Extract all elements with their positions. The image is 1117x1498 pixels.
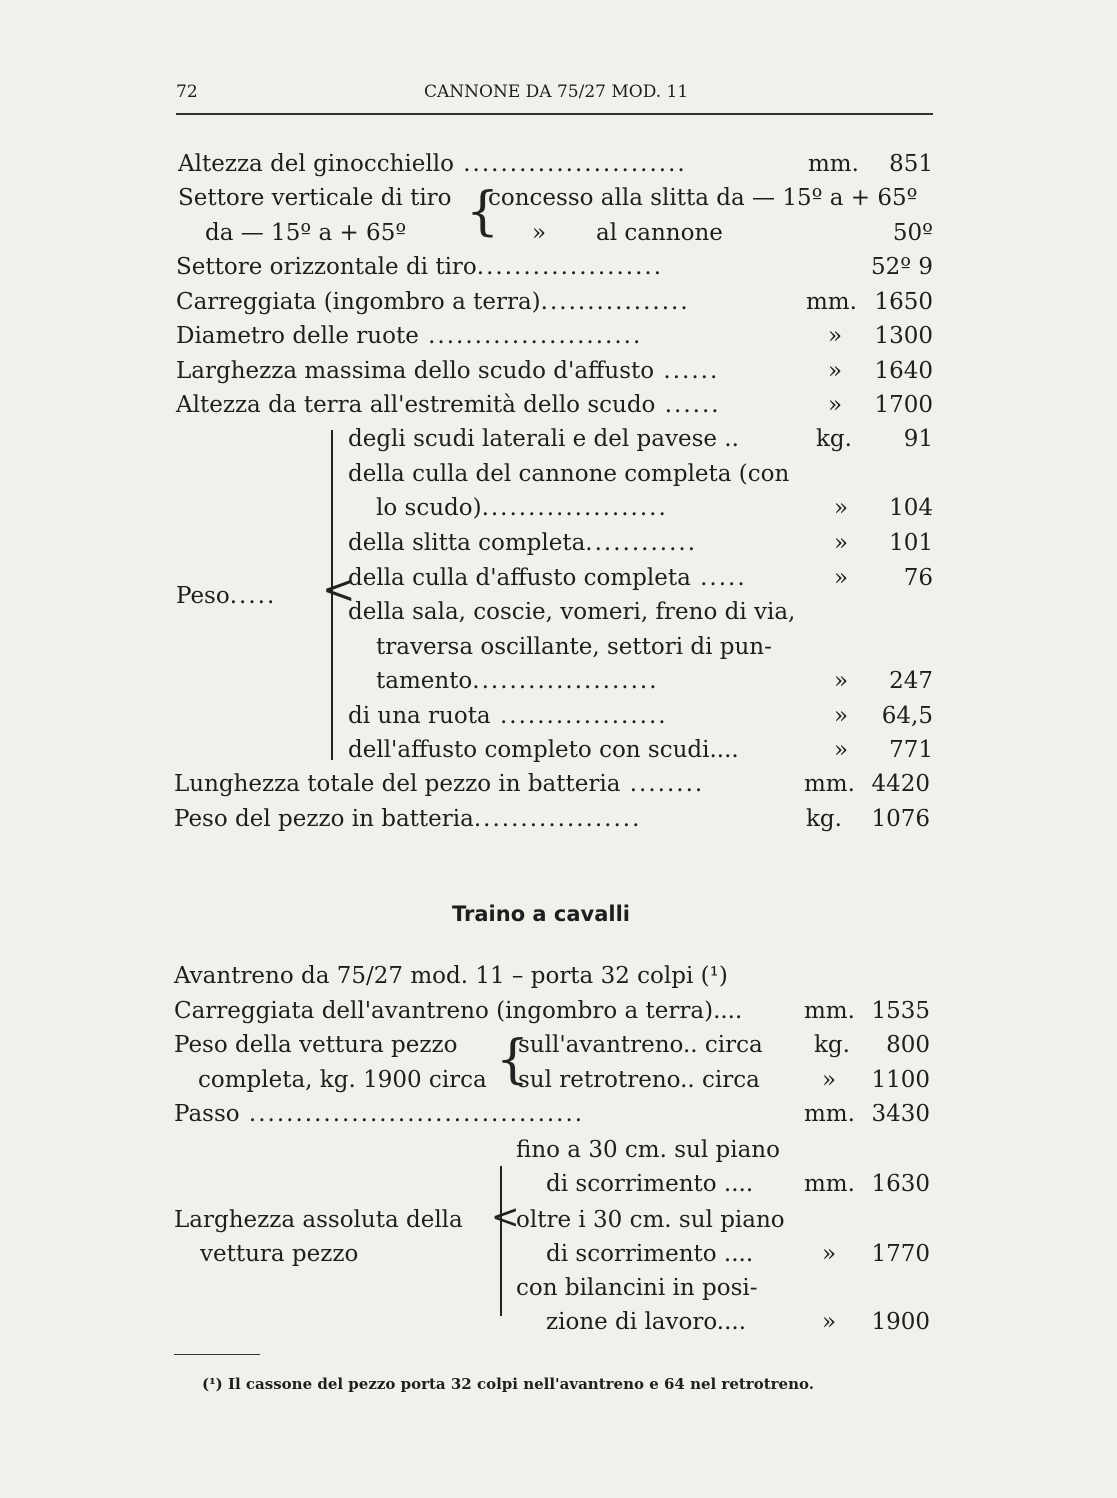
spec-value: 800	[886, 1032, 930, 1058]
spec-unit: »	[834, 565, 849, 591]
brace-point: <	[491, 1197, 520, 1237]
spec-value: 4420	[871, 771, 930, 797]
spec-unit: »	[822, 1309, 837, 1335]
spec-unit: »	[822, 1067, 837, 1093]
spec-value: 3430	[871, 1101, 930, 1127]
header-rule	[176, 113, 933, 115]
page-number: 72	[176, 82, 198, 102]
spec-value: 1535	[871, 998, 930, 1024]
larghezza-item-0-line-0: fino a 30 cm. sul piano	[516, 1137, 780, 1163]
brace-point: <	[322, 567, 356, 613]
spec-value: 1630	[871, 1171, 930, 1197]
spec-value: 64,5	[881, 703, 933, 729]
peso-item-1-line-0: della culla del cannone completa (con	[348, 461, 790, 487]
brace: {	[496, 1030, 530, 1090]
spec-unit: »	[834, 703, 849, 729]
altezza-scudo-label: Altezza da terra all'estremità dello scudo ......	[176, 392, 721, 418]
larghezza-assoluta-label1: Larghezza assoluta della	[174, 1207, 463, 1233]
peso-item-1-line-1: lo scudo)....................	[376, 495, 668, 521]
peso-vettura-label2: completa, kg. 1900 circa	[198, 1067, 487, 1093]
spec-unit: mm.	[806, 289, 857, 315]
footnote-rule	[174, 1354, 260, 1355]
running-title: CANNONE DA 75/27 MOD. 11	[424, 82, 689, 102]
peso-item-5: di una ruota ..................	[348, 703, 668, 729]
section-title: Traino a cavalli	[452, 902, 630, 926]
spec-value: 247	[889, 668, 933, 694]
larghezza-scudo-label: Larghezza massima dello scudo d'affusto ......	[176, 358, 720, 384]
peso-vettura-row2: sul retrotreno.. circa	[518, 1067, 760, 1093]
spec-value: 1100	[871, 1067, 930, 1093]
brace-bar	[500, 1166, 502, 1316]
peso-item-4-line-0: della sala, coscie, vomeri, freno di via,	[348, 599, 796, 625]
spec-value: 104	[889, 495, 933, 521]
spec-altezza-ginocchiello-label: Altezza del ginocchiello ........................	[178, 151, 687, 177]
larghezza-item-1-line-1: di scorrimento ....	[546, 1241, 754, 1267]
spec-unit: »	[834, 737, 849, 763]
spec-unit: kg.	[814, 1032, 850, 1058]
spec-value: 771	[889, 737, 933, 763]
spec-value: 50º	[892, 220, 933, 246]
diametro-label: Diametro delle ruote .......................	[176, 323, 643, 349]
footnote: (¹) Il cassone del pezzo porta 32 colpi nell'avantreno e 64 nel retrotreno.	[202, 1375, 814, 1393]
peso-item-4-line-2: tamento....................	[376, 668, 659, 694]
passo-label: Passo ....................................	[174, 1101, 585, 1127]
spec-unit: »	[828, 358, 843, 384]
settore-verticale-label2: da — 15º a + 65º	[205, 220, 407, 246]
spec-unit: kg.	[806, 806, 842, 832]
brace: {	[466, 182, 500, 242]
spec-value: 52º 9	[870, 254, 933, 280]
larghezza-item-1-line-0: oltre i 30 cm. sul piano	[516, 1207, 785, 1233]
avantreno-line: Avantreno da 75/27 mod. 11 – porta 32 colpi (¹)	[174, 963, 728, 989]
carreggiata-avantreno-label: Carreggiata dell'avantreno (ingombro a terra)....	[174, 998, 743, 1024]
peso-vettura-row1: sull'avantreno.. circa	[518, 1032, 763, 1058]
spec-value: 1650	[874, 289, 933, 315]
spec-unit: »	[828, 323, 843, 349]
spec-unit: »	[828, 392, 843, 418]
peso-item-3: della culla d'affusto completa .....	[348, 565, 747, 591]
spec-unit: mm.	[804, 771, 855, 797]
spec-unit: kg.	[816, 426, 852, 452]
spec-value: 1900	[871, 1309, 930, 1335]
larghezza-item-2-line-1: zione di lavoro....	[546, 1309, 747, 1335]
peso-item-4-line-1: traversa oscillante, settori di pun-	[376, 634, 772, 660]
spec-unit: »	[822, 1241, 837, 1267]
settore-verticale-row2-text: al cannone	[596, 220, 723, 246]
spec-unit: mm.	[804, 1101, 855, 1127]
larghezza-item-0-line-1: di scorrimento ....	[546, 1171, 754, 1197]
spec-value: 76	[903, 565, 933, 591]
spec-unit: mm.	[804, 998, 855, 1024]
spec-value: 851	[889, 151, 933, 177]
spec-value: 1770	[871, 1241, 930, 1267]
spec-value: 1640	[874, 358, 933, 384]
peso-pezzo-label: Peso del pezzo in batteria..................	[174, 806, 642, 832]
spec-value: 91	[903, 426, 933, 452]
peso-vettura-label1: Peso della vettura pezzo	[174, 1032, 458, 1058]
larghezza-item-2-line-0: con bilancini in posi-	[516, 1275, 758, 1301]
spec-value: 1300	[874, 323, 933, 349]
spec-unit: mm.	[804, 1171, 855, 1197]
spec-unit: »	[834, 530, 849, 556]
larghezza-assoluta-label2: vettura pezzo	[200, 1241, 359, 1267]
peso-item-2: della slitta completa............	[348, 530, 698, 556]
spec-unit: mm.	[808, 151, 859, 177]
spec-unit: »	[834, 495, 849, 521]
peso-item-6: dell'affusto completo con scudi....	[348, 737, 739, 763]
spec-value: 101	[889, 530, 933, 556]
ditto-mark: »	[532, 220, 547, 246]
spec-unit: »	[834, 668, 849, 694]
settore-verticale-row1: concesso alla slitta da — 15º a + 65º	[488, 185, 918, 211]
spec-value: 1700	[874, 392, 933, 418]
settore-orizzontale-label: Settore orizzontale di tiro....................	[176, 254, 664, 280]
lunghezza-label: Lunghezza totale del pezzo in batteria ........	[174, 771, 705, 797]
carreggiata-label: Carreggiata (ingombro a terra)................	[176, 289, 690, 315]
peso-label: Peso.....	[176, 583, 277, 609]
spec-value: 1076	[871, 806, 930, 832]
settore-verticale-label: Settore verticale di tiro	[178, 185, 452, 211]
peso-item-0: degli scudi laterali e del pavese ..	[348, 426, 739, 452]
